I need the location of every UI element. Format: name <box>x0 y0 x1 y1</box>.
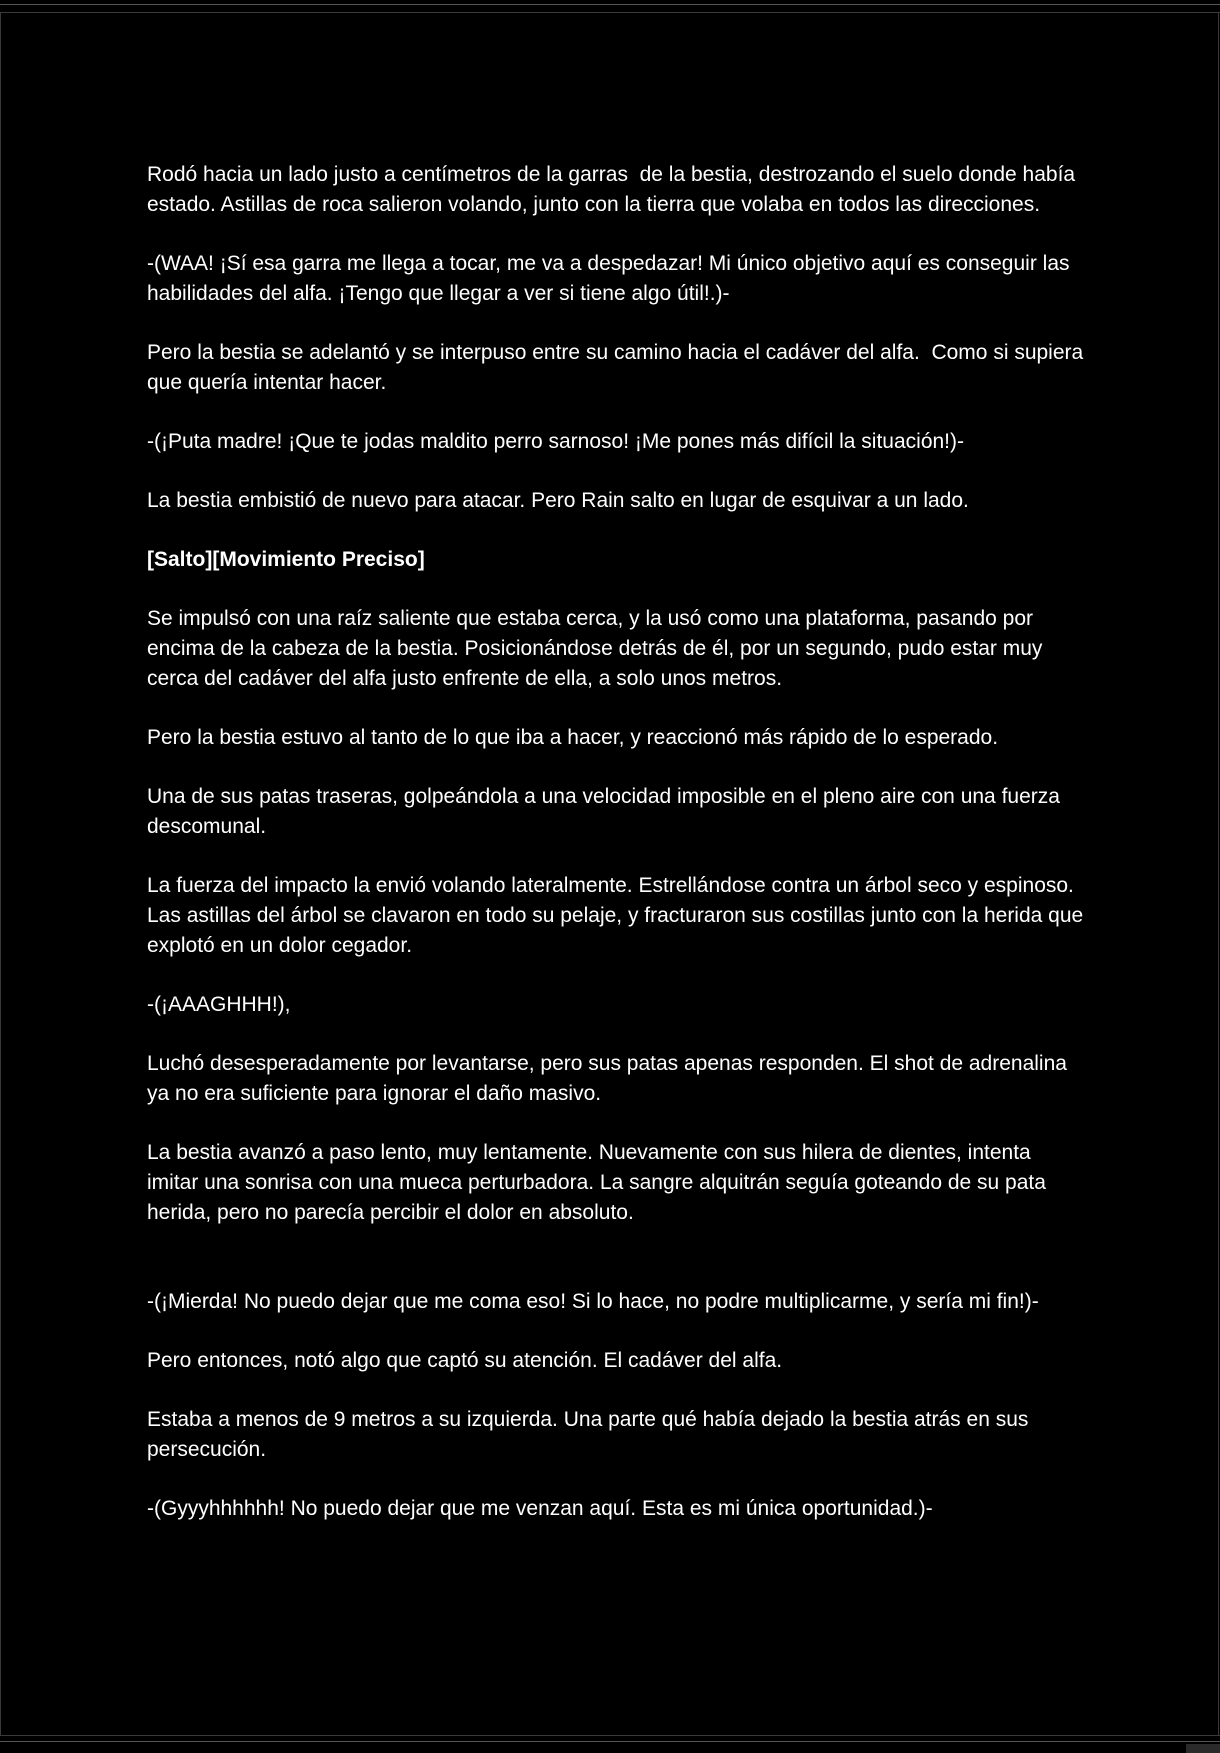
top-border <box>0 0 1220 13</box>
paragraph: Pero la bestia estuvo al tanto de lo que iba a hacer, y reaccionó más rápido de lo esperado. <box>147 726 999 749</box>
paragraph: La fuerza del impacto la envió volando lateralmente. Estrellándose contra un árbol seco y espinoso. Las astillas del árbol se clavaron en todo su pelaje, y fracturaron sus costillas junto con la herida que explotó en un dolor cegador. <box>147 874 1090 957</box>
top-border-line <box>0 4 1220 5</box>
skill-heading: [Salto][Movimiento Preciso] <box>147 548 425 571</box>
paragraph: Estaba a menos de 9 metros a su izquierda. Una parte qué había dejado la bestia atrás en sus persecución. <box>147 1408 1035 1461</box>
paragraph: La bestia avanzó a paso lento, muy lentamente. Nuevamente con sus hilera de dientes, intenta imitar una sonrisa con una mueca perturbadora. La sangre alquitrán seguía goteando de su pata herida, pero no parecía percibir el dolor en absoluto. <box>147 1141 1052 1224</box>
paragraph: Rodó hacia un lado justo a centímetros de la garras de la bestia, destrozando el suelo donde había estado. Astillas de roca salieron volando, junto con la tierra que volaba en todos las direcciones. <box>147 163 1081 216</box>
paragraph: Pero entonces, notó algo que captó su atención. El cadáver del alfa. <box>147 1349 783 1372</box>
document-body <box>147 160 1090 1553</box>
paragraph: -(¡Mierda! No puedo dejar que me coma eso! Si lo hace, no podre multiplicarme, y sería mi fin!)- <box>147 1290 1039 1313</box>
paragraph: -(WAA! ¡Sí esa garra me llega a tocar, me va a despedazar! Mi único objetivo aquí es conseguir las habilidades del alfa. ¡Tengo que llegar a ver si tiene algo útil!.)- <box>147 252 1076 305</box>
paragraph: -(¡AAAGHHH!), <box>147 993 291 1016</box>
paragraph: La bestia embistió de nuevo para atacar. Pero Rain salto en lugar de esquivar a un lado. <box>147 489 969 512</box>
paragraph: Pero la bestia se adelantó y se interpuso entre su camino hacia el cadáver del alfa. Como si supiera que quería intentar hacer. <box>147 341 1090 394</box>
bottom-border <box>0 1735 1220 1753</box>
paragraph: -(Gyyyhhhhhh! No puedo dejar que me venzan aquí. Esta es mi única oportunidad.)- <box>147 1497 933 1520</box>
bottom-border-line <box>0 1741 1220 1742</box>
paragraph: -(¡Puta madre! ¡Que te jodas maldito perro sarnoso! ¡Me pones más difícil la situación!)- <box>147 430 965 453</box>
paragraph: Una de sus patas traseras, golpeándola a una velocidad imposible en el pleno aire con una fuerza descomunal. <box>147 785 1066 838</box>
paragraph: Se impulsó con una raíz saliente que estaba cerca, y la usó como una plataforma, pasando por encima de la cabeza de la bestia. Posicionándose detrás de él, por un segundo, pudo estar muy cerca del cadáver del alfa justo enfrente de ella, a solo unos metros. <box>147 607 1049 690</box>
paragraph: Luchó desesperadamente por levantarse, pero sus patas apenas responden. El shot de adrenalina ya no era suficiente para ignorar el daño masivo. <box>147 1052 1073 1105</box>
